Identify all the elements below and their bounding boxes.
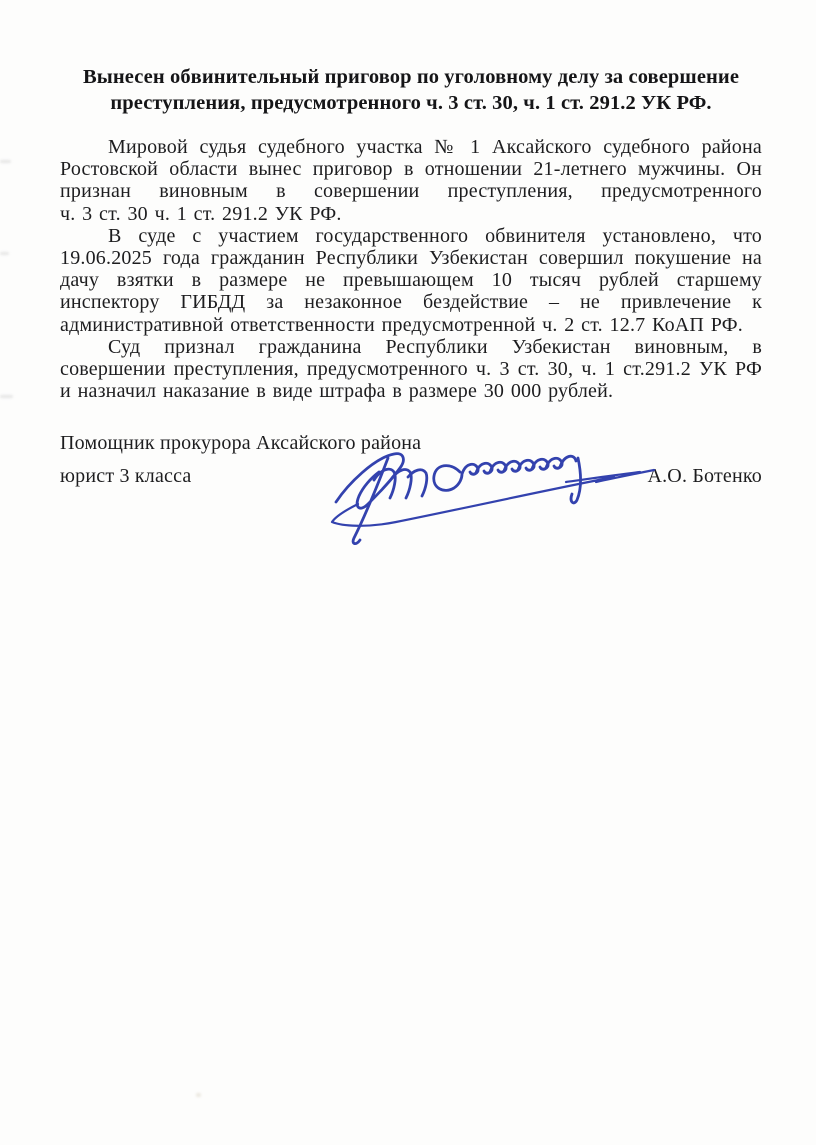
- scan-artifact: [196, 1093, 201, 1097]
- signature-row: [60, 465, 762, 487]
- paragraph-verdict-intro: Мировой судья судебного участка № 1 Аксайского судебного района Ростовской области вынес приговор в отношении 21-летнего мужчины. Он признан виновным в совершении преступления, предусмотренного ч. 3 ст. 30 ч. 1 ст. 291.2 УК РФ.: [60, 136, 762, 225]
- scan-artifact: [0, 160, 11, 163]
- scan-artifact: [0, 395, 13, 398]
- signature-block: [60, 432, 762, 487]
- signer-position-title: Помощник прокурора Аксайского района: [60, 432, 422, 455]
- scan-artifact: [0, 252, 9, 255]
- signer-name: А.О. Ботенко: [647, 465, 762, 488]
- paragraph-case-details: В суде с участием государственного обвинителя установлено, что 19.06.2025 года гражданин Республики Узбекистан совершил покушение на дачу взятки в размере не превышающем 10 тысяч рублей старшему инспектору ГИБДД за незаконное бездействие – не привлечение к административной ответственности предусмотренной ч. 2 ст. 12.7 КоАП РФ.: [60, 224, 762, 336]
- document-title: Вынесен обвинительный приговор по уголовному делу за совершение преступления, предусмотренного ч. 3 ст. 30, ч. 1 ст. 291.2 УК РФ.: [82, 66, 740, 114]
- document-content: [60, 64, 762, 487]
- signer-class-rank: юрист 3 класса: [60, 465, 192, 488]
- paragraph-sentence: Суд признал гражданина Республики Узбекистан виновным, в совершении преступления, предусмотренного ч. 3 ст. 30, ч. 1 ст.291.2 УК РФ и назначил наказание в виде штрафа в размере 30 000 рублей.: [60, 335, 762, 403]
